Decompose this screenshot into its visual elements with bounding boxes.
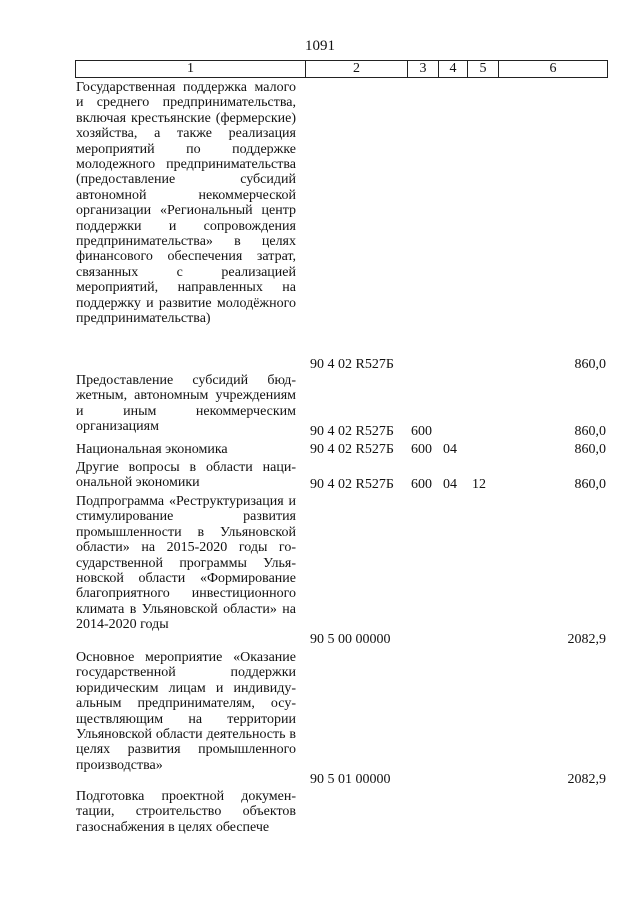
page-number: 1091	[305, 38, 335, 54]
row-code: 90 4 02 R527Б	[310, 442, 394, 457]
row-col3: 600	[411, 442, 432, 457]
row-col3: 600	[411, 424, 432, 439]
header-col-4: 4	[439, 61, 468, 77]
row-amount: 2082,9	[567, 772, 606, 787]
row-name: Другие вопросы в области национальной экономики	[76, 460, 296, 491]
header-col-6: 6	[549, 61, 557, 76]
row-code: 90 4 02 R527Б	[310, 424, 394, 439]
header-col-2: 2	[306, 61, 408, 77]
row-code: 90 5 01 00000	[310, 772, 391, 787]
row-code: 90 4 02 R527Б	[310, 477, 394, 492]
row-name: Основное мероприятие «Оказание государственной поддержки юридическим лицам и индивидуальным предпринимателям, осуществляющим на территории Ульяновской области деятельность в целях развития промышленного производства»	[76, 650, 296, 773]
row-code: 90 4 02 R527Б	[310, 357, 394, 372]
row-amount: 2082,9	[567, 632, 606, 647]
row-amount: 860,0	[574, 357, 606, 372]
row-code: 90 5 00 00000	[310, 632, 391, 647]
header-col-3: 3	[408, 61, 439, 77]
row-name: Подпрограмма «Реструктуризация и стимулирование развития промышленности в Ульяновской области» на 2015-2020 годы государственной программы Ульяновской области «Формирование благоприятного инвестиционного климата в Ульяновской области» на 2014-2020 годы	[76, 494, 296, 633]
row-col3: 600	[411, 477, 432, 492]
row-amount: 860,0	[574, 477, 606, 492]
row-name: Предоставление субсидий бюджетным, автономным учреждениям и иным некоммерческим организациям	[76, 373, 296, 435]
row-name: Национальная экономика	[76, 442, 228, 457]
header-col-5: 5	[468, 61, 499, 77]
row-name: Подготовка проектной документации, строительство объектов газоснабжения в целях обеспече	[76, 789, 296, 835]
row-col4: 04	[443, 442, 457, 457]
row-amount: 860,0	[574, 442, 606, 457]
header-col-1: 1	[76, 61, 306, 77]
row-amount: 860,0	[574, 424, 606, 439]
row-col4: 04	[443, 477, 457, 492]
row-name: Государственная поддержка малого и среднего предпринимательства, включая крестьянские (фермерские) хозяйства, а также реализация мероприятий по поддержке молодежного предпринимательства (предоставление субсидий автономной некоммерческой организации «Региональный центр поддержки и сопровождения предпринимательства» в целях финансового обеспечения затрат, связанных с реализацией мероприятий, направленных на поддержку и развитие молодёжного предпринимательства)	[76, 80, 296, 327]
row-col5: 12	[472, 477, 486, 492]
table-header	[75, 60, 608, 78]
